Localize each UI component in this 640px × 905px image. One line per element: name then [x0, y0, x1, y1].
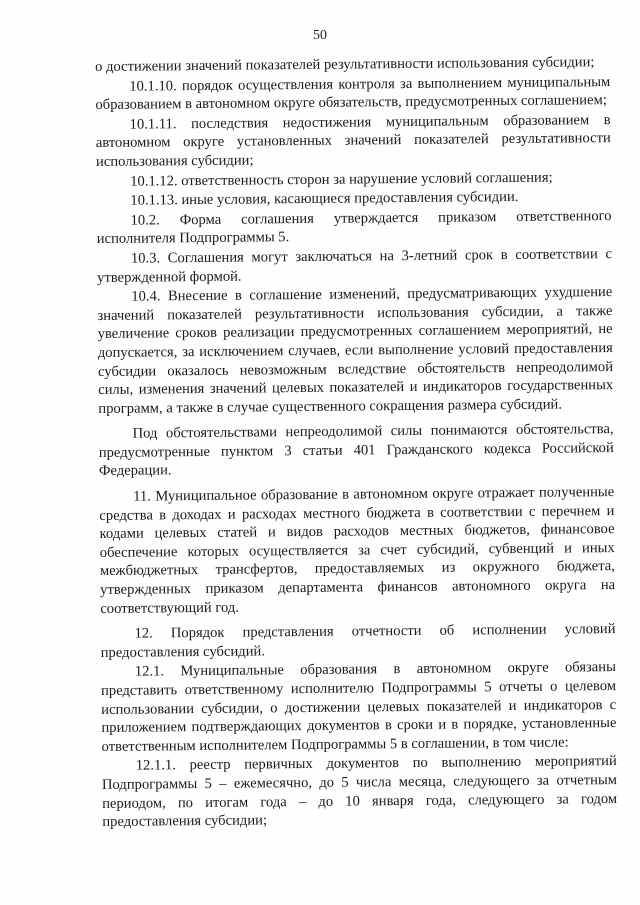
- document-body: [95, 53, 617, 833]
- page-number: 50: [313, 28, 327, 43]
- paragraph: 10.2. Форма соглашения утверждается приказом ответственного исполнителя Подпрограммы 5.: [96, 207, 612, 248]
- paragraph: Под обстоятельствами непреодолимой силы понимаются обстоятельства, предусмотренные пунктом 3 статьи 401 Гражданского кодекса Российской Федерации.: [98, 421, 614, 480]
- paragraph: 10.1.10. порядок осуществления контроля за выполнением муниципальным образованием в автономном округе обязательств, предусмотренных соглашением;: [95, 73, 611, 114]
- paragraph: 12. Порядок представления отчетности об исполнении условий предоставления субсидий.: [100, 621, 616, 661]
- paragraph: 12.1.1. реестр первичных документов по выполнению мероприятий Подпрограммы 5 – ежемесячно, до 5 числа месяца, следующего за отчетным периодом, по итогам года – до 10 января года, следующего за годом предоставления субсидии;: [101, 753, 618, 831]
- paragraph: 11. Муниципальное образование в автономном округе отражает полученные средства в доходах и расходах местного бюджета в соответствии с перечнем и кодами целевых статей и видов расходов местных бюджетов, финансовое обеспечение которых осуществляется за счет субсидий, субвенций и иных межбюджетных трансфертов, предоставляемых из окружного бюджета, утвержденных приказом департамента финансов автономного округа на соответствующий год.: [99, 484, 616, 617]
- paragraph: 10.1.12. ответственность сторон за нарушение условий соглашения;: [130, 169, 553, 190]
- paragraph: 10.1.13. иные условия, касающиеся предоставления субсидии.: [130, 189, 519, 209]
- paragraph: о достижении значений показателей результативности использования субсидии;: [95, 54, 595, 75]
- paragraph: 12.1. Муниципальные образования в автономном округе обязаны представить ответственному исполнителю Подпрограммы 5 отчеты о целевом использовании субсидии, о достижении целевых показателей и индикаторов с приложением подтверждающих документов в сроки и в порядке, установленные ответственным исполнителем Подпрограммы 5 в соглашении, в том числе:: [100, 659, 617, 755]
- paragraph: 10.4. Внесение в соглашение изменений, предусматривающих ухудшение значений показателей результативности использования субсидии, а также увеличение сроков реализации предусмотренных соглашением мероприятий, не допускается, за исключением случаев, если выполнение условий предоставления субсидии оказалось невозможным вследствие обстоятельств непреодолимой силы, изменения значений целевых показателей и индикаторов государственных программ, а также в случае существенного сокращения размера субсидий.: [97, 284, 614, 417]
- paragraph: 10.1.11. последствия недостижения муниципальным образованием в автономном округе установленных значений показателей результативности использования субсидии;: [95, 111, 611, 170]
- paragraph: 10.3. Соглашения могут заключаться на 3-летний срок в соответствии с утвержденной формой.: [97, 245, 612, 286]
